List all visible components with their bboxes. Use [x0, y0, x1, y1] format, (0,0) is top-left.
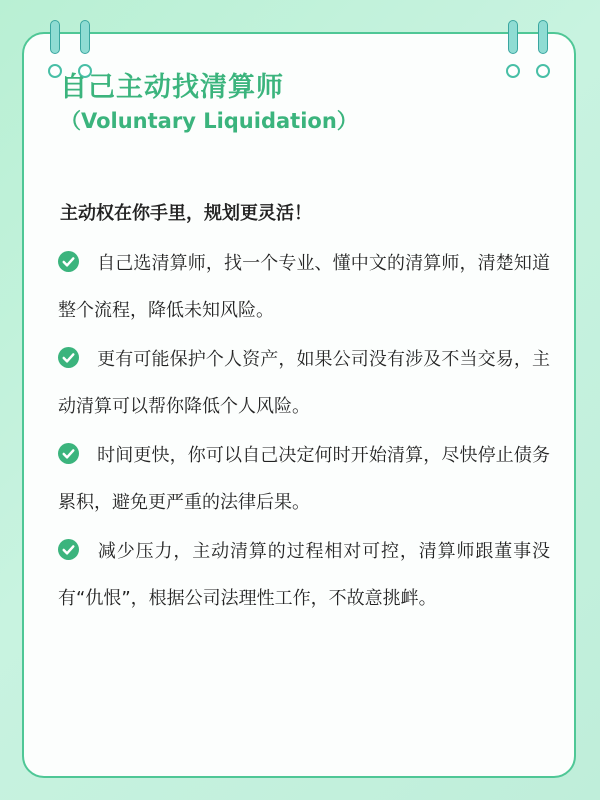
check-circle-icon [58, 539, 79, 560]
points-list [58, 240, 550, 624]
list-item [58, 528, 550, 622]
check-circle-icon [58, 443, 79, 464]
list-item-text: 时间更快，你可以自己决定何时开始清算，尽快停止债务累积，避免更严重的法律后果。 [58, 445, 550, 513]
list-item [58, 240, 550, 334]
page-subtitle: （Voluntary Liquidation） [60, 109, 358, 133]
list-item-text: 更有可能保护个人资产，如果公司没有涉及不当交易，主动清算可以帮你降低个人风险。 [58, 349, 550, 417]
intro-heading: 主动权在你手里，规划更灵活！ [60, 203, 312, 224]
list-item [58, 432, 550, 526]
check-circle-icon [58, 251, 79, 272]
list-item-text: 自己选清算师，找一个专业、懂中文的清算师，清楚知道整个流程，降低未知风险。 [58, 253, 550, 321]
list-item [58, 336, 550, 430]
page-title: 自己主动找清算师 [60, 72, 284, 103]
check-circle-icon [58, 347, 79, 368]
list-item-text: 减少压力，主动清算的过程相对可控，清算师跟董事没有“仇恨”，根据公司法理性工作，不故意挑衅。 [58, 541, 550, 609]
